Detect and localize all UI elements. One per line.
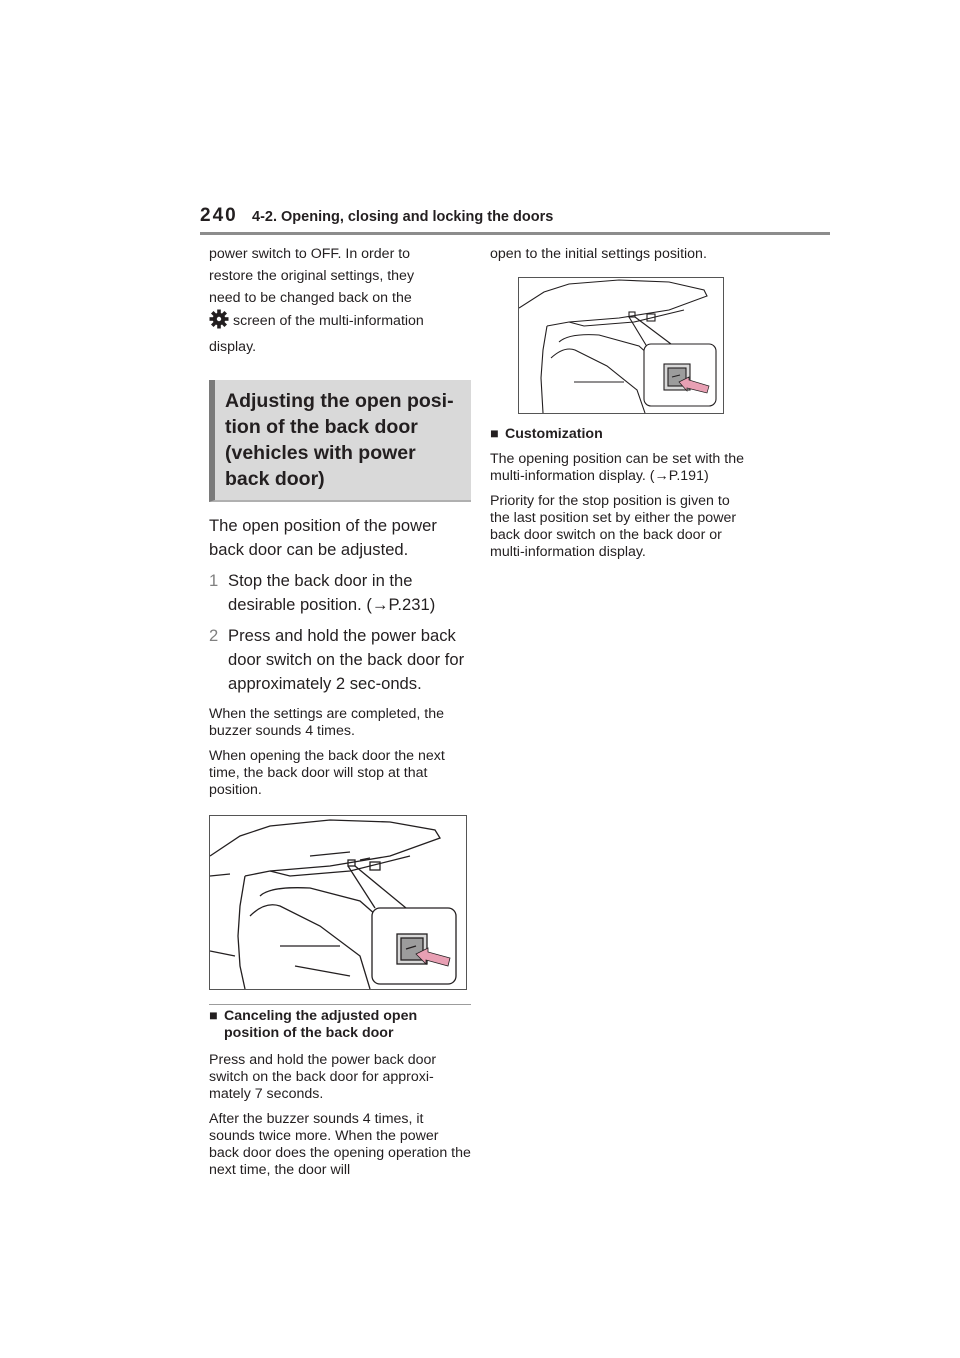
right-column xyxy=(490,243,752,561)
customization-subheading xyxy=(490,426,752,443)
intro-line-3: need to be changed back on the xyxy=(209,290,412,306)
cancel-subheading xyxy=(209,1008,471,1042)
section-title: 4-2. Opening, closing and locking the doors xyxy=(252,209,554,225)
intro-line-1: power switch to OFF. In order to xyxy=(209,246,411,262)
customization-subheading-text: Customization xyxy=(505,426,603,442)
back-door-switch-illustration-small xyxy=(518,277,724,414)
step-1 xyxy=(209,569,471,617)
back-door-switch-illustration xyxy=(209,815,467,990)
customization-paragraph-2: Priority for the stop position is given to the last position set by either the power back door switch on the back door or multi-information display. xyxy=(490,493,737,560)
continuation-paragraph: open to the initial settings position. xyxy=(490,246,707,262)
step-number: 2 xyxy=(209,626,219,645)
intro-line-4: screen of the multi-information xyxy=(233,313,424,329)
step-number: 1 xyxy=(209,571,219,590)
cancel-paragraph-2: After the buzzer sounds 4 times, it sounds twice more. When the power back door does the opening operation the next time, the door will xyxy=(209,1111,471,1178)
note-paragraph-1: When the settings are completed, the buzzer sounds 4 times. xyxy=(209,706,445,739)
header-rule xyxy=(200,232,830,235)
cancel-paragraph-1: Press and hold the power back door switch on the back door for approxi-mately 7 seconds. xyxy=(209,1052,437,1102)
intro-line-2: restore the original settings, they xyxy=(209,268,415,284)
step-2 xyxy=(209,624,471,696)
customization-paragraph-1: The opening position can be set with the multi-information display. (→P.191) xyxy=(490,451,744,484)
left-column xyxy=(209,243,471,1179)
cancel-subheading-text: Canceling the adjusted open position of the back door xyxy=(224,1008,418,1041)
square-bullet-icon: ■ xyxy=(490,426,499,442)
gear-icon xyxy=(209,309,229,336)
step-text: Stop the back door in the desirable position. (→P.231) xyxy=(228,571,436,614)
subsection-divider xyxy=(209,1004,471,1005)
step-text: Press and hold the power back door switch on the back door for approximately 2 sec-onds. xyxy=(228,626,465,693)
note-paragraph-2: When opening the back door the next time, the back door will stop at that position. xyxy=(209,748,445,798)
intro-line-5: display. xyxy=(209,339,257,355)
lead-paragraph: The open position of the power back door can be adjusted. xyxy=(209,516,437,559)
page-number: 240 xyxy=(200,205,238,226)
intro-paragraph xyxy=(209,243,471,358)
square-bullet-icon: ■ xyxy=(209,1008,218,1024)
section-heading: Adjusting the open posi-tion of the back door (vehicles with power back door) xyxy=(209,380,471,502)
